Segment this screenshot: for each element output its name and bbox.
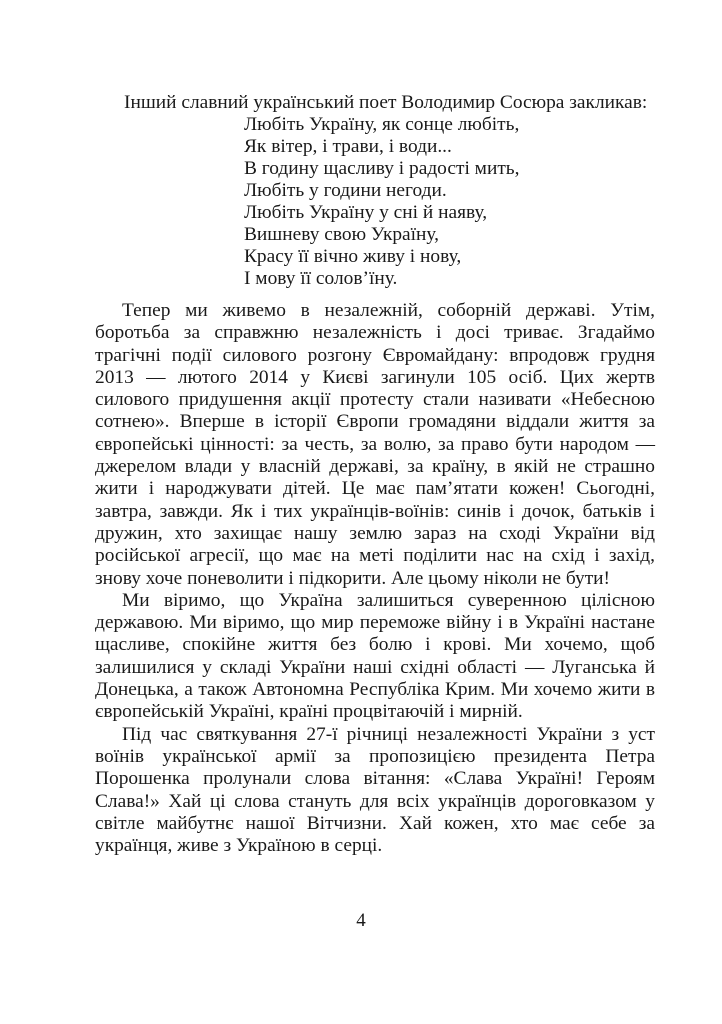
poem-line: Красу її вічно живу і нову, (244, 246, 462, 267)
poem-stanza (244, 114, 520, 290)
poem-line: Любіть у години негоди. (244, 180, 447, 201)
poem-line: Як вітер, і трави, і води... (244, 136, 452, 157)
poem-introduction: Інший славний український поет Володимир Сосюра закликав: (124, 92, 648, 113)
paragraph: Ми віримо, що Україна залишиться суверенною цілісною державою. Ми віримо, що мир переможе війну і в Україні настане щасливе, спокійне життя без болю і крові. Ми хочемо, щоб залишилися у складі України наші східні області — Луганська й Донецька, а також Автономна Республіка Крим. Ми хочемо жити в європейській Україні, країні процвітаючій і мирній. (95, 589, 655, 723)
poem-line: В годину щасливу і радості мить, (244, 158, 520, 179)
paragraph: Під час святкування 27-ї річниці незалежності України з уст воїнів української армії за пропозицією президента Петра Порошенка пролунали слова вітання: «Слава Україні! Героям Слава!» Хай ці слова стануть для всіх українців дороговказом у світле майбутнє нашої Вітчизни. Хай кожен, хто має себе за українця, живе з Україною в серці. (95, 723, 655, 857)
paragraph: Тепер ми живемо в незалежній, соборній державі. Утім, боротьба за справжню незалежність і досі триває. Згадаймо трагічні події силового розгону Євромайдану: впродовж грудня 2013 — лютого 2014 у Києві загинули 105 осіб. Цих жертв силового придушення акції протесту стали називати «Небесною сотнею». Вперше в історії Європи громадяни віддали життя за європейські цінності: за честь, за волю, за право бути народом — джерелом влади у власній державі, за країну, в якій не страшно жити і народжувати дітей. Це має пам’ятати кожен! Сьогодні, завтра, завжди. Як і тих українців-воїнів: синів і дочок, батьків і дружин, хто захищає нашу землю зараз на сході України від російської агресії, що має на меті поділити нас на схід і захід, знову хоче поневолити і підкорити. Але цьому ніколи не бути! (95, 300, 655, 589)
page-number: 4 (356, 910, 366, 931)
body-text (95, 300, 655, 857)
poem-line: Любіть Україну, як сонце любіть, (244, 114, 520, 135)
poem-line: Любіть Україну у сні й наяву, (244, 202, 488, 223)
poem-line: І мову її солов’їну. (244, 268, 398, 289)
poem-line: Вишневу свою Україну, (244, 224, 440, 245)
